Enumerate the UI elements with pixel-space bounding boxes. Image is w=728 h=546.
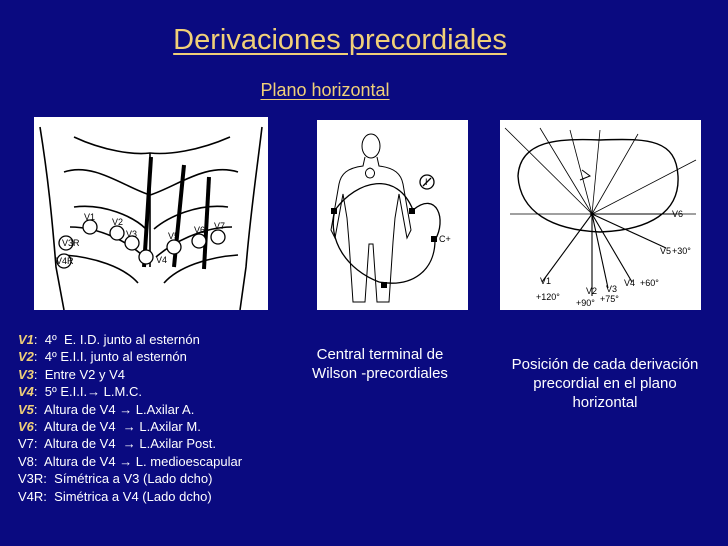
wilson-label-i: I <box>425 177 428 187</box>
lead-description: Simétrica a V4 (Lado dcho) <box>46 488 212 504</box>
lead-code: V6 <box>18 419 34 435</box>
plane-axis-v4 <box>592 214 632 282</box>
plane-label-v3: V3 <box>606 284 618 294</box>
lead-row-v7 <box>18 435 308 452</box>
lead-description: Símétrica a V3 (Lado dcho) <box>46 471 213 487</box>
lead-code: V4R <box>18 488 44 504</box>
v7-electrode <box>211 230 225 244</box>
wilson-caption: Central terminal de Wilson -precordiales <box>312 346 448 382</box>
lead-description: 4º E. I.D. junto al esternón <box>37 332 200 347</box>
plane-label-v4: V4 <box>624 278 636 288</box>
lead-separator: : <box>33 436 38 452</box>
chest-electrode-diagram <box>34 117 268 310</box>
lead-separator: : <box>33 401 38 417</box>
lead-separator: : <box>33 384 38 400</box>
wilson-drawing <box>317 120 468 310</box>
horizontal-plane-diagram <box>500 120 701 310</box>
plane-label-30: +30° <box>672 246 691 256</box>
lead-separator: : <box>33 366 38 382</box>
lead-description: 5º E.I.I.→ L.M.C. <box>37 384 142 400</box>
chest-label-v6: V6 <box>194 225 206 235</box>
lead-separator: : <box>43 471 47 487</box>
lead-description: Entre V2 y V4 <box>37 366 125 382</box>
lead-description: Altura de V4 → L.Axilar Post. <box>37 436 217 452</box>
v5-electrode <box>167 240 181 254</box>
wilson-label-cplus: C+ <box>439 234 451 244</box>
chest-label-v4: V4 <box>156 255 168 265</box>
lead-code: V2 <box>18 349 34 365</box>
plane-label-75: +75° <box>600 294 619 304</box>
slide-title: Derivaciones precordiales <box>173 24 507 56</box>
lead-separator: : <box>33 419 38 435</box>
plane-axis-v3 <box>592 214 608 288</box>
plane-axis-v1 <box>542 214 592 282</box>
lead-code: V4 <box>18 384 34 400</box>
wilson-terminal-diagram <box>317 120 468 310</box>
lead-code: V3R <box>18 471 44 487</box>
v1-electrode <box>83 220 97 234</box>
lead-description: Altura de V4 → L.Axilar A. <box>37 401 195 417</box>
lead-code: V5 <box>18 401 34 417</box>
slide-subtitle: Plano horizontal <box>260 80 390 100</box>
v4-electrode <box>139 250 153 264</box>
lead-code: V8 <box>18 453 34 469</box>
plane-label-v6: V6 <box>672 209 684 219</box>
lead-code: V3 <box>18 366 34 382</box>
lead-description: Altura de V4 → L.Axilar M. <box>37 419 201 435</box>
chest-label-v3: V3 <box>126 229 138 239</box>
chest-label-v5: V5 <box>168 231 180 241</box>
plane-caption: Posición de cada derivación precordial en el plano horizontal <box>511 356 699 411</box>
lead-description: Altura de V4 → L. medioescapular <box>37 453 243 469</box>
v6-electrode <box>192 234 206 248</box>
chest-label-v1: V1 <box>84 212 96 222</box>
v2-electrode <box>110 226 124 240</box>
chest-label-v2: V2 <box>112 217 124 227</box>
plane-label-90: +90° <box>576 298 595 308</box>
plane-label-v5: V5 <box>660 246 672 256</box>
plane-label-v2: V2 <box>586 286 598 296</box>
chest-drawing <box>34 117 268 310</box>
lead-separator: : <box>33 332 38 347</box>
lead-code: V7 <box>18 436 34 452</box>
chest-label-v7: V7 <box>214 221 226 231</box>
lead-separator: : <box>43 488 47 504</box>
lead-separator: : <box>33 349 38 365</box>
lead-description: 4º E.I.I. junto al esternón <box>37 349 187 365</box>
lead-row-v3 <box>18 366 308 383</box>
plane-label-60: +60° <box>640 278 659 288</box>
chest-label-v4r: V4R <box>56 256 74 266</box>
plane-label-v1: V1 <box>540 276 552 286</box>
chest-label-v3r: V3R <box>62 238 80 248</box>
lead-row-v4r <box>18 488 308 505</box>
lead-row-v2 <box>18 348 308 365</box>
lead-row-v6 <box>18 418 308 435</box>
lead-row-v3r <box>18 470 308 487</box>
plane-label-120: +120° <box>536 292 560 302</box>
lead-separator: : <box>33 453 38 469</box>
plane-drawing <box>500 120 701 310</box>
lead-row-v4 <box>18 383 308 400</box>
lead-row-v1 <box>18 331 308 348</box>
lead-description-list <box>18 331 308 505</box>
lead-row-v8 <box>18 453 308 470</box>
lead-row-v5 <box>18 401 308 418</box>
lead-code: V1 <box>18 332 34 347</box>
